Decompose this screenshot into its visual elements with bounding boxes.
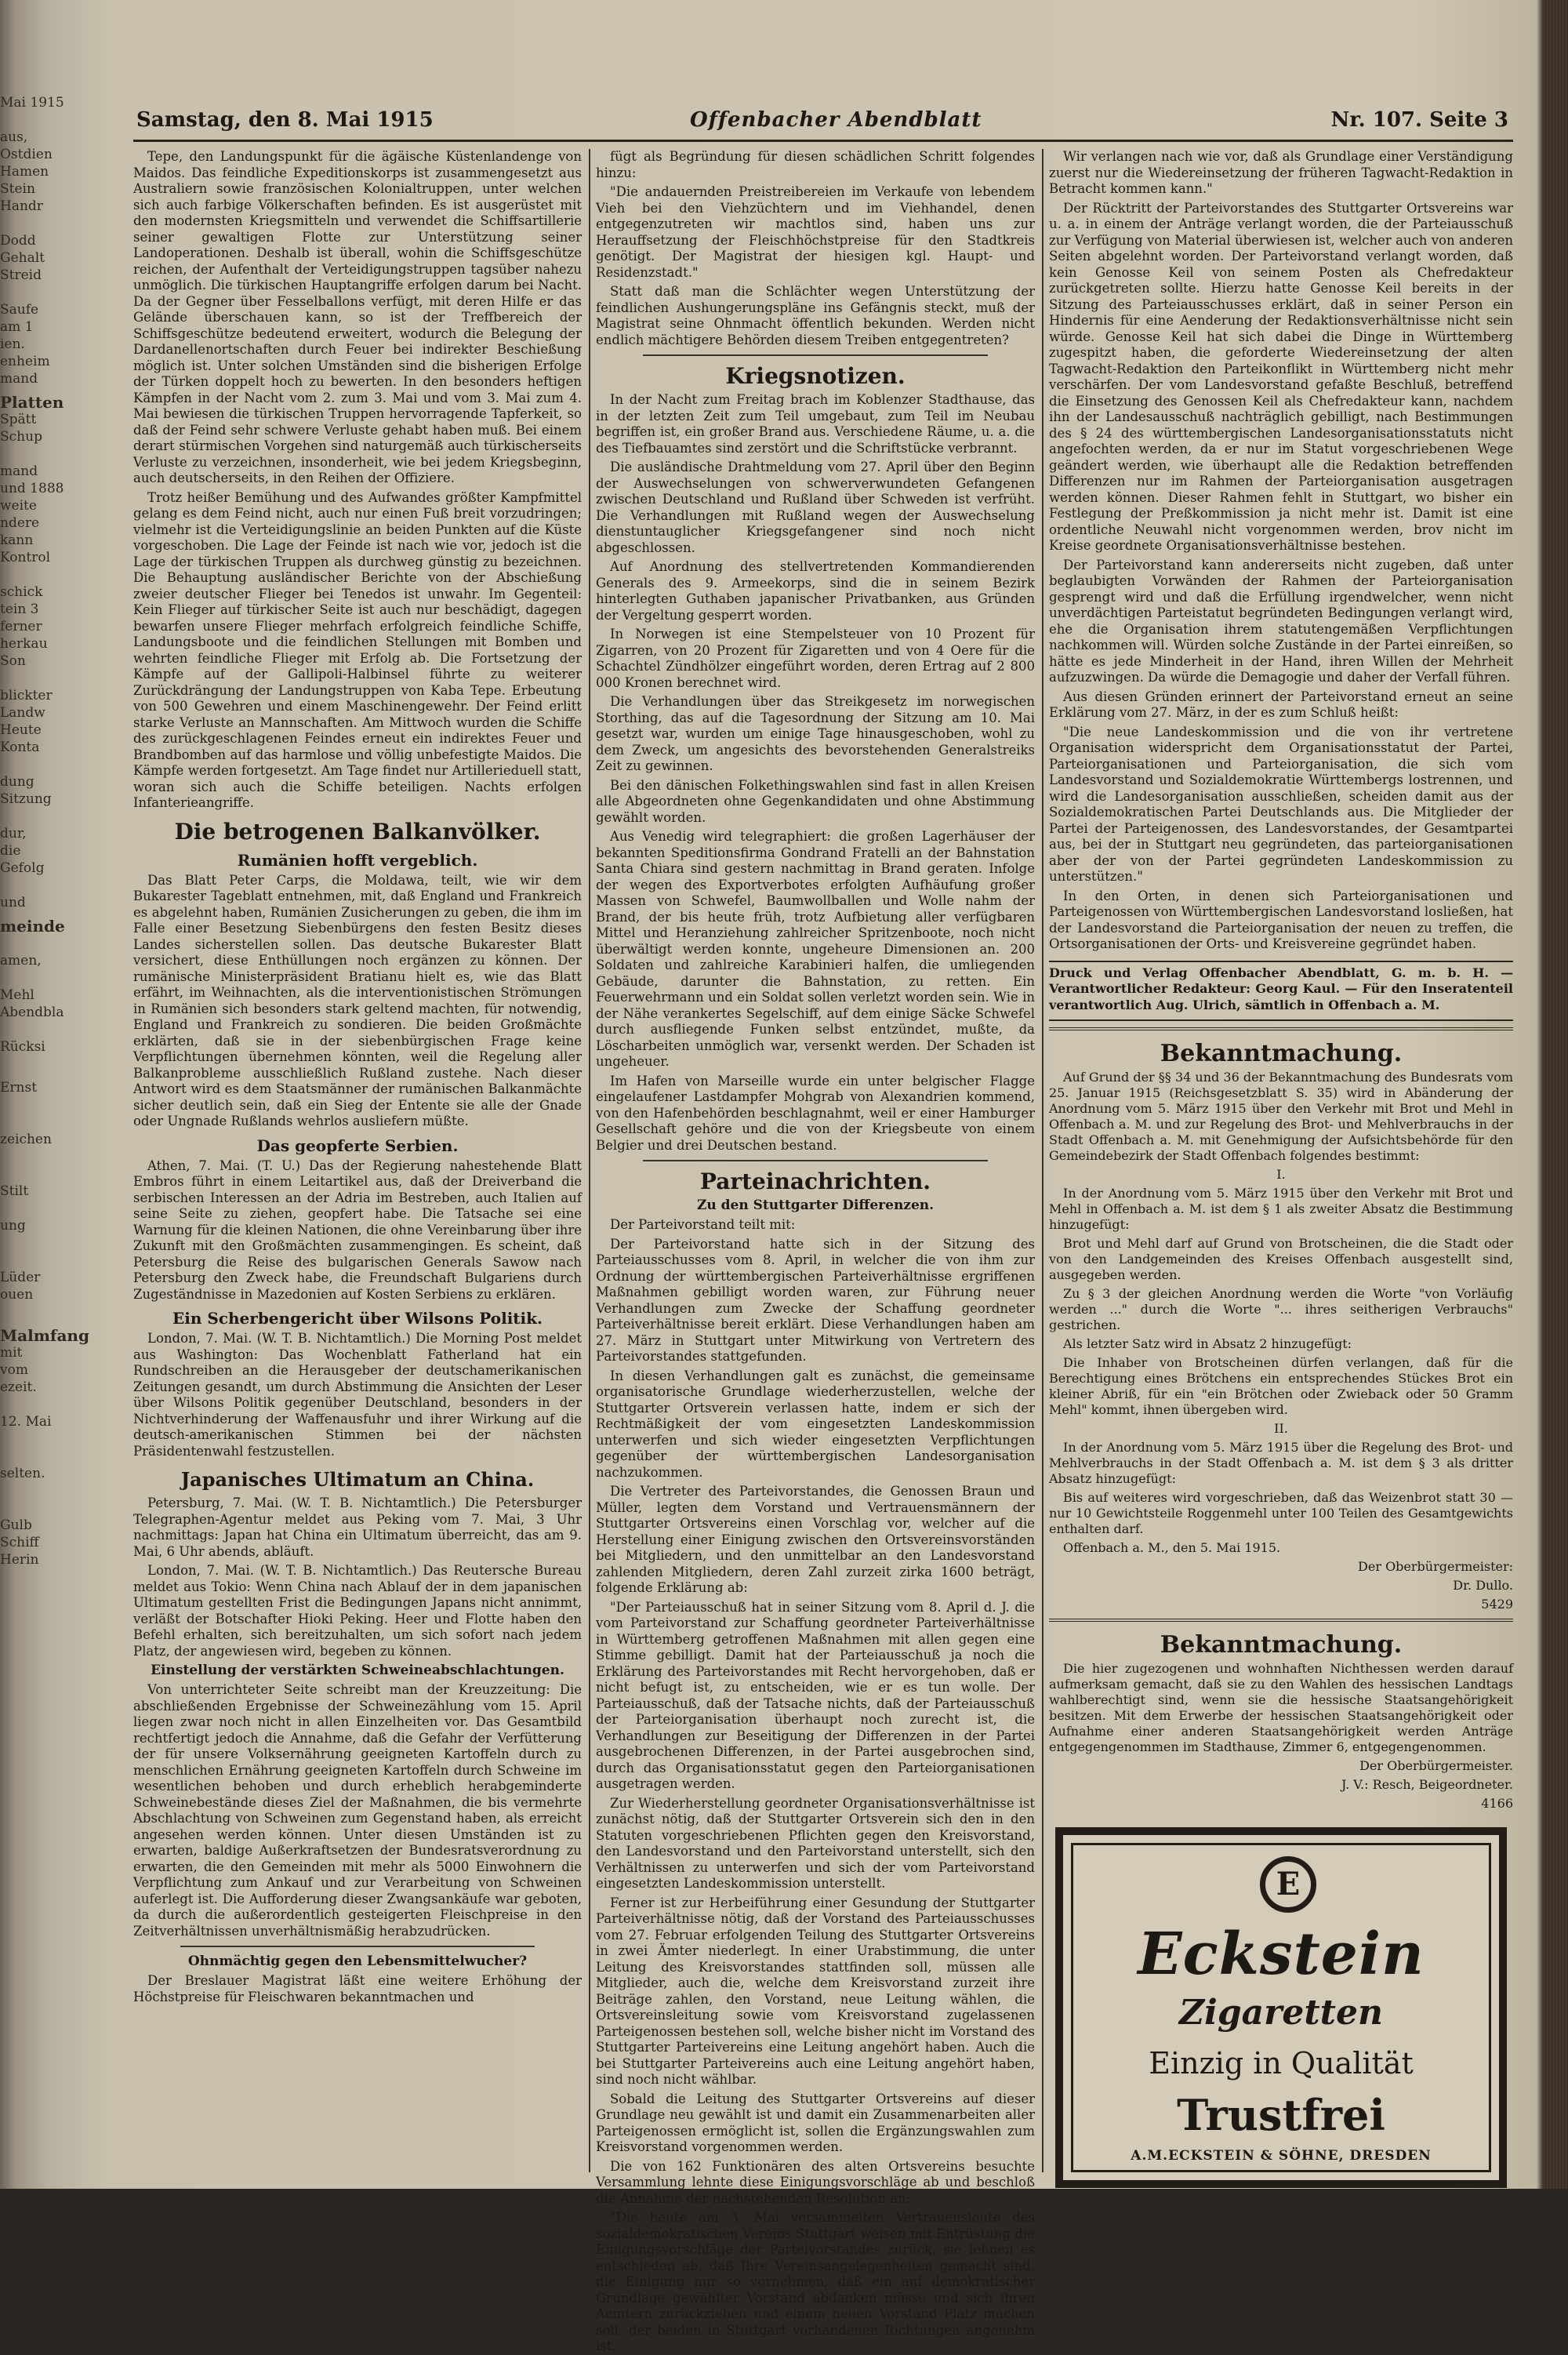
paragraph: Der Rücktritt der Parteivorstandes des Stuttgarter Ortsvereins war u. a. in einem der Anträge verlangt worden, die der Parteiausschuß zur Verfügung von Material überwiesen ist, welcher auch von anderen Seiten abgelehnt worden. Der Parteivorstand verlangt worden, daß kein Genosse Keil von seinem Posten als Chefredakteur zurückgetreten sollte. Hierzu hatte Genosse Keil bereits in der Sitzung des Parteiausschusses erklärt, daß in seiner Person ein Hindernis für eine Aenderung der Redaktionsverhältnisse nicht sein würde. Genosse Keil hat sich dabei die Dinge in Württemberg zugespitzt haben, die geforderte Wiedereinsetzung der alten Tagwacht-Redaktion den Parteikonflikt in Württemberg nicht mehr verschärfen. Der vom Landesvorstand gefaßte Beschluß, betreffend die Einsetzung des Genossen Keil als Chefredakteur kann, nachdem ihn der Landesausschuß nachträglich gebilligt, nach Bestimmungen des § 24 des württembergischen Landesorganisationsstatuts nicht angefochten werden, da er nur im Statut vorgeschriebenen Wege geändert werden, wie überhaupt alle die Redaktion betreffenden Differenzen nur im Rahmen der Parteiorganisation ausgetragen werden können. Dieser Rahmen fehlt in Stuttgart, wo bisher ein Festlegung der Preßkommission ja nicht mehr ist. Damit ist eine ordentliche Neuwahl nicht vorgenommen werden, brov nicht im Kreise geordnete Organisationsverhältnisse bestehen. bbox=[1049, 200, 1513, 553]
article-china bbox=[133, 1495, 582, 1659]
notice-number: 4166 bbox=[1481, 1796, 1513, 1811]
paragraph: Die Inhaber von Brotscheinen dürfen verlangen, daß für die Berechtigung eines Brötchens ein entsprechendes Stückes Brot ein kleiner Abriß, für ein "ein Brötchen oder Zwieback oder 50 Gramm Mehl" kommt, ihnen übergeben wird. bbox=[1049, 1355, 1513, 1417]
subheadline-rumaenien: Rumänien hofft vergeblich. bbox=[237, 850, 478, 870]
previous-page-fragment: Hamen bbox=[0, 164, 49, 180]
column-rule bbox=[589, 149, 590, 2172]
ad-brand: Eckstein bbox=[1138, 1921, 1425, 1988]
previous-page-fragment: dur, bbox=[0, 826, 27, 841]
previous-page-fragment: Dodd bbox=[0, 233, 36, 249]
paragraph: I. bbox=[1276, 1167, 1286, 1182]
ad-product: Zigaretten bbox=[1179, 1993, 1383, 2033]
notice-title: Bekanntmachung. bbox=[1160, 1040, 1403, 1067]
paragraph: Statt daß man die Schlächter wegen Unterstützung der feindlichen Aushungerungspläne ins Gefängnis steckt, muß der Magistrat seine Ohnmacht öffentlich bekunden. Werden nicht endlich mächtigere Behörden diesem Treiben entgegentreten? bbox=[596, 284, 1035, 347]
newspaper-title: Offenbacher Abendblatt bbox=[690, 108, 982, 132]
column-2 bbox=[596, 149, 1035, 2353]
previous-page-fragment: zeichen bbox=[0, 1132, 52, 1147]
paragraph: Bis auf weiteres wird vorgeschrieben, daß das Weizenbrot statt 30 — nur 10 Gewichtsteile Roggenmehl unter 100 Teilen des Gesamtgewichts enthalten darf. bbox=[1049, 1490, 1513, 1536]
previous-page-fragment: tein 3 bbox=[0, 601, 39, 617]
paragraph: Die Verhandlungen über das Streikgesetz im norwegischen Storthing, das auf die Tagesordnung der Sitzung am 10. Mai gesetzt war, wurden um einige Tage hinausgeschoben, wohl zu dem Zweck, um angesichts des bevorstehenden Generalstreiks Zeit zu gewinnen. bbox=[596, 694, 1035, 773]
paragraph: Sobald die Leitung des Stuttgarter Ortsvereins auf dieser Grundlage neu gewählt ist und damit ein Zusammenarbeiten aller Parteigenossen ermöglicht ist, sollen die Ergänzungswahlen zum Kreisvorstand vorgenommen werden. bbox=[596, 2091, 1035, 2154]
paragraph: Brot und Mehl darf auf Grund von Brotscheinen, die die Stadt oder von den Landgemeinden des Kreises Offenbach ausgestellt sind, ausgegeben werden. bbox=[1049, 1236, 1513, 1282]
previous-page-fragment: Handr bbox=[0, 198, 43, 214]
previous-page-fragment: und bbox=[0, 895, 26, 910]
previous-page-fragment bbox=[0, 1114, 50, 1131]
previous-page-fragment: mit bbox=[0, 1345, 23, 1361]
article-divider bbox=[180, 1946, 535, 1947]
previous-page-fragment: selten. bbox=[0, 1466, 45, 1481]
previous-page-fragment: dung bbox=[0, 774, 34, 790]
column-rule bbox=[1042, 149, 1044, 2172]
previous-page-fragment: Herin bbox=[0, 1552, 39, 1568]
previous-page-fragment: Konta bbox=[0, 740, 40, 755]
paragraph: In der Anordnung vom 5. März 1915 über den Verkehr mit Brot und Mehl in Offenbach a. M. ist dem § 1 als zweiter Absatz die Bestimmung hinzugefügt: bbox=[1049, 1186, 1513, 1232]
previous-page-fragment: Rücksi bbox=[0, 1039, 45, 1055]
paragraph: Athen, 7. Mai. (T. U.) Das der Regierung nahestehende Blatt Embros führt in einem Leitartikel aus, daß der Dreiverband die serbischen Interessen an der Adria im Bestreben, auch Italien auf seine Seite zu ziehen, geopfert habe. Die Tatsache sei eine Warnung für die kleinen Nationen, die ohne Vereinbarung über ihre Zukunft mit den Großmächten zusammengingen. Es scheint, daß Petersburg die Reise des bulgarischen Generals Sawow nach Petersburg den Zweck habe, die Freundschaft Bulgariens durch Zugeständnisse in Mazedonien auf Kosten Serbiens zu erklären. bbox=[133, 1158, 582, 1302]
previous-page-fragment bbox=[0, 284, 50, 301]
previous-page-fragment: weite bbox=[0, 498, 37, 514]
previous-page-fragment: Spätt bbox=[0, 412, 37, 427]
previous-page-fragment: Schiff bbox=[0, 1535, 39, 1550]
previous-page-fragment: mand bbox=[0, 371, 38, 387]
paragraph: Die ausländische Drahtmeldung vom 27. April über den Beginn der Auswechselungen von schwerverwundeten Gefangenen zwischen Deutschland und Rußland über Schweden ist verfrüht. Die Verhandlungen mit Rußland wegen der Auswechselung dienstuntauglicher Kriegsgefangener sind noch nicht abgeschlossen. bbox=[596, 460, 1035, 555]
paragraph: Trotz heißer Bemühung und des Aufwandes größter Kampfmittel gelang es dem Feind nicht, auch nur einen Fuß breit vorzudringen; vielmehr ist die Verteidigungslinie an beiden Punkten auf die Küste vorgeschoben. Die Lage der Feinde ist nach wie vor, jedoch ist die Lage der türkischen Truppen als durchweg günstig zu bezeichnen. Die Behauptung ausländischer Berichte von der Abschießung zweier deutscher Flieger bei Tenedos ist unwahr. Im Gegenteil: Kein Flieger auf türkischer Seite ist auch nur beschädigt, dagegen bewarfen unsere Flieger mehrfach erfolgreich feindliche Schiffe, Landungsboote und die feindlichen Stellungen mit Bomben und wehrten feindliche Flieger mit Erfolg ab. Die Fortsetzung der Kämpfe auf der Gallipoli-Halbinsel führte zu weiterer Zurückdrängung der Landungstruppen von Kaba Tepe. Erbeutung von 500 Gewehren und einem Maschinengewehr. Der Feind erlitt starke Verluste an Mannschaften. Am Mittwoch wurden die Schiffe des zurückgeschlagenen Feindes erneut ein indirektes Feuer und Brandbomben auf das harmlose und völlig unbefestigte Maidos. Die Kämpfe werden fortgesetzt. Am Tage findet nur Artillerieduell statt, woran sich auch die Schiffe beteiligen. Nachts erfolgen Infanterieangriffe. bbox=[133, 489, 582, 810]
previous-page-fragment bbox=[0, 1200, 50, 1217]
previous-page-fragment: amen, bbox=[0, 953, 42, 969]
issue-date: Samstag, den 8. Mai 1915 bbox=[136, 108, 434, 132]
subheadline-serbien: Das geopferte Serbien. bbox=[256, 1136, 459, 1155]
headline-balkan: Die betrogenen Balkanvölker. bbox=[174, 818, 541, 845]
previous-page-fragment: ung bbox=[0, 1218, 26, 1234]
paragraph: Offenbach a. M., den 5. Mai 1915. bbox=[1063, 1540, 1281, 1555]
column-1 bbox=[133, 149, 582, 2172]
paragraph: Aus diesen Gründen erinnert der Parteivorstand erneut an seine Erklärung vom 27. März, in der es zum Schluß heißt: bbox=[1049, 689, 1513, 720]
notice-number: 5429 bbox=[1481, 1597, 1513, 1612]
eckstein-logo-icon bbox=[1260, 1856, 1316, 1913]
previous-page-fragment: vom bbox=[0, 1362, 28, 1378]
headline-schweine: Einstellung der verstärkten Schweineabschlachtungen. bbox=[151, 1663, 564, 1678]
paragraph: Der Parteivorstand teilt mit: bbox=[610, 1217, 796, 1232]
notice-body bbox=[1049, 1661, 1513, 1755]
paragraph: Tepe, den Landungspunkt für die ägäische Küstenlandenge von Maidos. Das feindliche Expeditionskorps ist zusammengesetzt aus Australiern sowie französischen Kolonialtruppen, unter welchen sich auch farbige Völkerschaften befinden. Es ist ausgerüstet mit den modernsten Kriegsmitteln und verwendet die Schiffsartillerie seiner gewaltigen Flotte zur Unterstützung seiner Landoperationen. Deshalb ist überall, wohin die Schiffsgeschütze reichen, der Aufenthalt der Verteidigungstruppen tagsüber nahezu unmöglich. Die türkischen Hauptangriffe erfolgen darum bei Nacht. Da der Gegner über Fesselballons verfügt, mit deren Hilfe er das Gelände überschauen kann, so ist der Treffbereich der Schiffsgeschütze bedeutend erweitert, wodurch die Belegung der Dardanellenortschaften durch Feuer bei indirekter Beschießung möglich ist. Unter solchen Umständen sind die bisherigen Erfolge der Türken doppelt hoch zu bewerten. In den besonders heftigen Kämpfen in der Nacht vom 2. zum 3. Mai und vom 3. Mai zum 4. Mai bewiesen die türkischen Truppen hervorragende Tapferkeit, so daß der Feind sehr schwere Verluste gehabt haben muß. Bei einem derart stürmischen Vorgehen sind naturgemäß auch türkischerseits Verluste zu verzeichnen, insonderheit, wie bei jedem Kriegsbeginn, auch deutscherseits, in den Reihen der Offiziere. bbox=[133, 149, 582, 485]
paragraph: Als letzter Satz wird in Absatz 2 hinzugefügt: bbox=[1063, 1336, 1352, 1351]
subheadline-stuttgart: Zu den Stuttgarter Differenzen. bbox=[696, 1197, 935, 1213]
previous-page-fragment: schick bbox=[0, 584, 43, 600]
previous-page-fragment: Mehl bbox=[0, 987, 34, 1003]
previous-page-fragment: Stilt bbox=[0, 1183, 29, 1199]
paragraph: In den Orten, in denen sich Parteiorganisationen und Parteigenossen von Württembergischen Landesvorstand losließen, hat der Landesvorstand die Parteiorganisation der neuen zu treffen, die Ortsorganisationen der Orts- und Kreisvereine gegründet haben. bbox=[1049, 888, 1513, 951]
logo-letter: E bbox=[1276, 1866, 1301, 1903]
previous-page-fragment bbox=[0, 935, 50, 952]
paragraph: In diesen Verhandlungen galt es zunächst, die gemeinsame organisatorische Grundlage wiederherzustellen, welche der Stuttgarter Ortsverein verlassen hatte, indem er sich der Rechtmäßigkeit der vom eingesetzten Landeskommission unterwerfen und sich wieder eingesetzten Verpflichtungen gegenüber der württembergischen Landesorganisation nachzukommen. bbox=[596, 1368, 1035, 1480]
paragraph: Das Blatt Peter Carps, die Moldawa, teilt, wie wir dem Bukarester Tageblatt entnehmen, mit, daß England und Frankreich es abgelehnt haben, Rumänien Zusicherungen zu geben, die ihm im Falle einer Besetzung Siebenbürgens den festen Besitz dieses Landes sicherstellen sollen. Das deutsche Bukarester Blatt versichert, diese Enthüllungen noch ergänzen zu können. Der rumänische Ministerpräsident Bratianu hielt es, wie das Blatt erfährt, im Weihnachten, als die interventionistischen Strömungen in Rumänien sich besonders stark geltend machten, für notwendig, England und Frankreich zu sondieren. Die beiden Großmächte erklärten, daß sie in der siebenbürgischen Frage keine Verpflichtungen übernehmen könnten, weil die Regelung aller Balkanprobleme ausschließlich Rußland zustehe. Nach dieser Antwort wird es dem Staatsmänner der rumänischen Balkanmächte sicher deutlich sein, daß ein Sieg der Entente sie alle der Gnade oder Ungnade Rußlands wehrlos ausliefern müßte. bbox=[133, 872, 582, 1128]
notice-office: Der Oberbürgermeister: bbox=[1358, 1559, 1513, 1574]
notice-wahlen bbox=[1049, 1619, 1513, 1812]
paragraph: Zur Wiederherstellung geordneter Organisationsverhältnisse ist zunächst nötig, daß der Stuttgarter Ortsverein sich den in den Statuten vorgeschriebenen Pflichten gegen den Kreisvorstand, den Landesvorstand und den Parteivorstand unterstellt, sich den Verhältnissen zu unterwerfen und sich der vom Parteivorstand eingesetzten Landeskommission unterstellt. bbox=[596, 1795, 1035, 1891]
previous-page-fragment: Platten bbox=[0, 393, 64, 412]
previous-page-fragment: Malmfang bbox=[0, 1326, 89, 1345]
notice-body bbox=[1049, 1070, 1513, 1556]
previous-page-fragment: mand bbox=[0, 463, 38, 479]
previous-page-fragment: herkau bbox=[0, 636, 48, 652]
paragraph: "Die neue Landeskommission und die von ihr vertretene Organisation widerspricht dem Organisationsstatut der Partei, Parteiorganisationen und Parteiorganisation, die sich vom Landesvorstand und Sozialdemokratie Württembergs lostrennen, und wird die Landesorganisation ausschließen, scheiden damit aus der Sozialdemokratischen Partei Deutschlands aus. Die Mitglieder der Partei der Parteigenossen, des Landesvorstandes, der Gesamtpartei aus, bei der in Stuttgart neu gegründeten, das parteiorganisationen aber der von der Partei gegründeten Landeskommission zu unterstützen." bbox=[1049, 724, 1513, 884]
previous-page-fragment bbox=[0, 1096, 50, 1114]
paragraph: Die von 162 Funktionären des alten Ortsvereins besuchte Versammlung lehnte diese Einigungsvorschläge ab und beschloß die Annahme der nachstehenden Resolution an: bbox=[596, 2158, 1035, 2206]
headline-wilson: Ein Scherbengericht über Wilsons Politik. bbox=[172, 1309, 543, 1328]
article-rumaenien bbox=[133, 873, 582, 1130]
previous-page-fragment: Landw bbox=[0, 705, 45, 721]
headline-kriegsnotizen: Kriegsnotizen. bbox=[725, 363, 906, 389]
previous-page-fragment: ezeit. bbox=[0, 1379, 37, 1395]
previous-page-fragment: Gefolg bbox=[0, 860, 45, 876]
paragraph: Ferner ist zur Herbeiführung einer Gesundung der Stuttgarter Parteiverhältnisse nötig, daß der Vorstand des Parteiausschusses vom 27. Februar erfolgenden Teilung des Stuttgarter Ortsvereins in zwei Ämter niederlegt. In einer Urabstimmung, die unter Leitung des Kreisvorstandes stattfinden soll, müssen alle Mitglieder, auch die, welche dem Kreisvorstand zurzeit ihre Beiträge zahlen, den Vorstand, neue Leitung wählen, die Ortsvereinsleitung sowie vom Kreisvorstand zugelassenen Parteigenossen bestehen soll, welche bisher nicht im Vorstand des Stuttgarter Parteivereins eine Leitung angehört haben. Auch die bei Stuttgarter Parteivereins auch eine Leitung angehört haben, sind noch nicht wählbar. bbox=[596, 1895, 1035, 2087]
previous-page-fragment: Stein bbox=[0, 181, 35, 197]
previous-page-edge bbox=[0, 94, 89, 2180]
previous-page-fragment bbox=[0, 1021, 50, 1038]
paragraph: Die hier zugezogenen und wohnhaften Nichthessen werden darauf aufmerksam gemacht, daß sie zu den Wahlen des hessischen Landtags wahlberechtigt sind, wenn sie die hessische Staatsangehörigkeit besitzen. Mit dem Erwerbe der hessischen Staatsangehörigkeit oder Aufnahme einer anderen Staatsangehörigkeit werden Anträge entgegengenommen im Stadthause, Zimmer 6, entgegengenommen. bbox=[1049, 1661, 1513, 1754]
paragraph: Der Parteivorstand kann andererseits nicht zugeben, daß unter beglaubigten Vorwänden der Rahmen der Parteiorganisation gesprengt wird und daß die Erfüllung irgendwelcher, wenn nicht unverdächtigen Parteistatut begründeten Bedingungen verlangt wird, ehe die Organisation ihrem statutengemäßen Verpflichtungen nachkommen will. Würden solche Zustände in der Partei einreißen, so hätte es jede Minderheit in der Hand, ihren Willen der Mehrheit aufzuzwingen. Da würde die Demagogie und daher der Verfall führen. bbox=[1049, 557, 1513, 685]
article-schweine bbox=[133, 1682, 582, 1939]
column-3 bbox=[1049, 149, 1513, 2172]
previous-page-fragment: Son bbox=[0, 653, 26, 669]
paragraph: In der Anordnung vom 5. März 1915 über die Regelung des Brot- und Mehlverbrauchs in der Stadt Offenbach a. M. ist dem § 3 als dritter Absatz hinzugefügt: bbox=[1049, 1440, 1513, 1486]
paragraph: Der Parteivorstand hatte sich in der Sitzung des Parteiausschusses vom 8. April, in welcher die von ihm zur Ordnung der württembergischen Parteiverhältnisse ergriffenen Maßnahmen gebilligt worden waren, zur Führung neuer Verhandlungen zum Zwecke der Schaffung geordneter Parteiverhältnisse bereit erklärt. Diese Verhandlungen haben am 27. März in Stuttgart unter Mitwirkung von Vertretern des Parteivorstandes stattgefunden. bbox=[596, 1236, 1035, 1364]
previous-page-fragment: aus, bbox=[0, 129, 28, 145]
headline-parteinachrichten: Parteinachrichten. bbox=[699, 1168, 931, 1194]
previous-page-fragment: am 1 bbox=[0, 319, 34, 335]
headline-wucher: Ohnmächtig gegen den Lebensmittelwucher? bbox=[187, 1953, 528, 1969]
paragraph: "Die andauernden Preistreibereien im Verkaufe von lebendem Vieh bei den Viehzüchtern und im Viehhandel, denen entgegenzutreten wir machtlos sind, haben uns zur Herauffsetzung der Fleischhöchstpreise für den Stadtkreis genötigt. Der Magistrat der hiesigen kgl. Haupt- und Residenzstadt." bbox=[596, 184, 1035, 280]
imprint bbox=[1049, 961, 1513, 1022]
previous-page-fragment: Heute bbox=[0, 722, 42, 738]
previous-page-fragment bbox=[0, 1062, 50, 1079]
paragraph: Von unterrichteter Seite schreibt man der Kreuzzeitung: Die abschließenden Ergebnisse der Schweinezählung vom 15. April liegen zwar noch nicht in allen Einzelheiten vor. Das Gesamtbild rechtfertigt jedoch die Annahme, daß die Gefahr der Verfütterung der für unsere Volksernährung geeigneten Kartoffeln durch zu menschlichen Ernährung geeigneten Kartoffeln durch Schweine im wesentlichen behoben und durch erheblich herabgeminderte Schweinebestände dieses Ziel der Maßnahmen, die bis vermehrte Abschlachtung von Schweinen zum Gegenstand haben, als erreicht angesehen werden können. Unter diesen Umständen ist zu erwarten, baldige Außerkraftsetzen der Bundesratsverordnung zu erwarten, die den Gemeinden mit mehr als 5000 Einwohnern die Verpflichtung zum Ankauf und zur Verarbeitung von Schweinen auferlegt ist. Die Aufforderung dieser Zwangsankäufe war geboten, da durch die außerordentlich gesteigerten Fleischpreise in den Zeitverhältnissen unverhältnismäßig herabzudrücken. bbox=[133, 1682, 582, 1939]
previous-page-fragment bbox=[0, 1303, 50, 1321]
article-divider bbox=[643, 354, 988, 356]
previous-page-fragment: Mai 1915 bbox=[0, 95, 64, 111]
previous-page-fragment: Gulb bbox=[0, 1517, 32, 1533]
paragraph: Der Breslauer Magistrat läßt eine weitere Erhöhung der Höchstpreise für Fleischwaren bekanntmachen und bbox=[133, 1973, 582, 2004]
article-wucher-cont bbox=[596, 149, 1035, 348]
headline-china: Japanisches Ultimatum an China. bbox=[180, 1468, 535, 1491]
previous-page-fragment: ien. bbox=[0, 336, 25, 352]
previous-page-fragment: ferner bbox=[0, 619, 42, 634]
article-dardanellen bbox=[133, 149, 582, 812]
previous-page-fragment: und 1888 bbox=[0, 481, 64, 496]
previous-page-fragment: ndere bbox=[0, 515, 40, 531]
ad-manufacturer: A.M.ECKSTEIN & SÖHNE, DRESDEN bbox=[1131, 2148, 1432, 2164]
article-wucher bbox=[133, 1973, 582, 2005]
ad-frame bbox=[1071, 1843, 1491, 2172]
paragraph: Auf Anordnung des stellvertretenden Kommandierenden Generals des 9. Armeekorps, sind die in seinem Bezirk hinterlegten Guthaben japanischer Privatbanken, aus Gründen der Vergeltung gesperrt worden. bbox=[596, 559, 1035, 623]
previous-page-fragment: blickter bbox=[0, 688, 53, 703]
previous-page-fragment bbox=[0, 1234, 50, 1252]
previous-page-fragment bbox=[0, 877, 50, 894]
newspaper-page bbox=[133, 105, 1513, 2353]
previous-page-fragment bbox=[0, 566, 50, 583]
notice-title: Bekanntmachung. bbox=[1160, 1631, 1403, 1659]
paragraph: II. bbox=[1274, 1421, 1288, 1436]
previous-page-fragment bbox=[0, 1252, 50, 1269]
paragraph: Druck und Verlag Offenbacher Abendblatt, G. m. b. H. — Verantwortlicher Redakteur: Georg Kaul. — Für den Inseratenteil verantwortlich Aug. Ulrich, sämtlich in Offenbach a. M. bbox=[1049, 965, 1513, 1012]
previous-page-fragment: Ernst bbox=[0, 1080, 38, 1096]
previous-page-fragment bbox=[0, 670, 50, 687]
book-binding-edge bbox=[1543, 0, 1568, 2189]
ad-slogan: Einzig in Qualität bbox=[1149, 2046, 1414, 2081]
notice-brot bbox=[1049, 1027, 1513, 1612]
previous-page-fragment bbox=[0, 215, 50, 232]
paragraph: "Die heute am 3. Mai versammelten Vertrauensleute des sozialdemokratischen Vereins Stuttgart weisen mit Entrüstung die Einigungsvorschläge der Parteivorstandes zurück, sie lehnen es entschieden ab, daß Ihre Vereinsangelegenheiten gemacht sind, die Einigung nur so vornehmen, daß ein auf demokratischer Grundlage gewählter Vorstand abdanken müsse und sich ihren Aemtern zurückziehen und einem neuen Vorstand Platz machen soll, der beiden in Stuttgart vorhandenen Richtungen angenehm ist. bbox=[596, 2210, 1035, 2353]
previous-page-fragment: enheim bbox=[0, 354, 50, 369]
article-serbien bbox=[133, 1158, 582, 1303]
previous-page-fragment: Sitzung bbox=[0, 791, 52, 807]
ad-trustfrei: Trustfrei bbox=[1177, 2090, 1385, 2140]
previous-page-fragment bbox=[0, 1482, 50, 1499]
notice-signature: J. V.: Resch, Beigeordneter. bbox=[1341, 1777, 1513, 1792]
paragraph: "Der Parteiausschuß hat in seiner Sitzung vom 8. April d. J. die vom Parteivorstand zur Schaffung geordneter Parteiverhältnisse in Württemberg getroffenen Maßnahmen mit allen gegen eine Stimme gebilligt. Damit hat der Parteiausschuß ja noch die Erklärung des Parteivorstandes mit Recht hervorgehoben, daß er nicht befugt ist, zu entscheiden, wie er es tun wolle. Der Parteiausschuß, daß der Tatsache nichts, daß der Parteiausschuß der Parteiorganisation überhaupt noch zurecht ist, die Verhandlungen zur Beseitigung der Differenzen in der Partei ausgebrochenen Differenzen, in der Partei ausgebrochen sind, durch das Organisationsstatut gegen den Parteiorganisationen ausgetragen werden. bbox=[596, 1599, 1035, 1791]
notice-office: Der Oberbürgermeister. bbox=[1359, 1758, 1513, 1773]
previous-page-fragment: Abendbla bbox=[0, 1005, 64, 1020]
previous-page-fragment: Gehalt bbox=[0, 250, 45, 266]
previous-page-fragment: Kontrol bbox=[0, 550, 51, 565]
previous-page-fragment: kann bbox=[0, 532, 34, 548]
paragraph: Petersburg, 7. Mai. (W. T. B. Nichtamtlich.) Die Petersburger Telegraphen-Agentur meldet aus Peking vom 7. Mai, 3 Uhr nachmittags: Japan hat China ein Ultimatum überreicht, das am 9. Mai, 6 Uhr abends, abläuft. bbox=[133, 1495, 582, 1559]
previous-page-fragment bbox=[0, 756, 50, 773]
previous-page-fragment bbox=[0, 1396, 50, 1413]
previous-page-fragment: Lüder bbox=[0, 1270, 41, 1285]
paragraph: London, 7. Mai. (W. T. B. Nichtamtlich.) Das Reutersche Bureau meldet aus Tokio: Wenn China nach Ablauf der in dem japanischen Ultimatum gestellten Frist die Bedingungen Japans nicht annimmt, verläßt der Botschafter Hioki Peking. Heer und Flotte haben den Befehl erhalten, sich bereitzuhalten, um sich sofort nach jedem Platz, der angewiesen wird, begeben zu können. bbox=[133, 1563, 582, 1659]
previous-page-fragment bbox=[0, 969, 50, 987]
article-stuttgart bbox=[596, 1217, 1035, 2355]
previous-page-fragment bbox=[0, 1499, 50, 1517]
paragraph: Aus Venedig wird telegraphiert: die großen Lagerhäuser der bekannten Speditionsfirma Gondrand Fratelli an der Bahnstation Santa Chiara sind gestern nachmittag in Brand geraten. Infolge der wegen des Exportverbotes erfolgten Aufhäufung großer Massen von Schwefel, Baumwollballen und Wolle nahm der Brand, der bis heute früh, trotz Aufbietung aller verfügbaren Mittel und Heranziehung zahlreicher Spritzenboote, noch nicht überwältigt werden konnte, ungeheure Dimensionen an. 200 Soldaten und zahlreiche Karabinieri halfen, die umliegenden Gebäude, darunter die Bahnstation, zu retten. Ein Feuerwehrmann und ein Soldat sollen verletzt worden sein. Wie in der Nähe verankertes Segelschiff, auf dem einige Säcke Schwefel durch ausfliegende Funken selbst entzündet, mußte, da Löscharbeiten unmöglich war, versenkt werden. Der Schaden ist ungeheuer. bbox=[596, 829, 1035, 1069]
previous-page-fragment: Streid bbox=[0, 267, 42, 283]
previous-page-fragment: Saufe bbox=[0, 302, 39, 318]
previous-page-fragment bbox=[0, 1430, 50, 1448]
previous-page-fragment bbox=[0, 1165, 50, 1183]
previous-page-fragment bbox=[0, 808, 50, 825]
paragraph: Auf Grund der §§ 34 und 36 der Bekanntmachung des Bundesrats vom 25. Januar 1915 (Reichsgesetzblatt S. 35) wird in Abänderung der Anordnung vom 5. März 1915 über den Verkehr mit Brot und Mehl in Offenbach a. M. und zur Regelung des Brot- und Mehlverbrauchs in der Stadt Offenbach a. M. mit Genehmigung der Aufsichtsbehörde für den Gemeindebezirk der Stadt Offenbach folgendes bestimmt: bbox=[1049, 1070, 1513, 1163]
issue-number: Nr. 107. Seite 3 bbox=[1330, 108, 1508, 132]
eckstein-advertisement bbox=[1055, 1827, 1507, 2188]
previous-page-fragment: ouen bbox=[0, 1287, 34, 1303]
paragraph: In Norwegen ist eine Stempelsteuer von 10 Prozent für Zigarren, von 20 Prozent für Zigaretten und von 4 Oere für die Schachtel Zündhölzer eingeführt worden, deren Ertrag auf 2 800 000 Kronen berechnet wird. bbox=[596, 627, 1035, 690]
article-stuttgart-cont bbox=[1049, 149, 1513, 953]
article-wilson bbox=[133, 1331, 582, 1459]
article-kriegsnotizen bbox=[596, 392, 1035, 1154]
paragraph: In der Nacht zum Freitag brach im Koblenzer Stadthause, das in der letzten Zeit zum Teil umgebaut, zum Teil im Neubau begriffen ist, ein großer Brand aus. Verschiedene Räume, u. a. die des Tiefbauamtes sind zerstört und die Schriftstücke verbrannt. bbox=[596, 392, 1035, 456]
previous-page-fragment: Schup bbox=[0, 429, 42, 445]
notice-signature: Dr. Dullo. bbox=[1453, 1578, 1513, 1593]
paragraph: fügt als Begründung für diesen schädlichen Schritt folgendes hinzu: bbox=[596, 149, 1035, 180]
article-divider bbox=[643, 1160, 988, 1161]
masthead bbox=[133, 105, 1513, 142]
previous-page-fragment: Ostdien bbox=[0, 147, 53, 162]
previous-page-fragment: 12. Mai bbox=[0, 1414, 52, 1430]
previous-page-fragment bbox=[0, 1148, 50, 1165]
previous-page-fragment: meinde bbox=[0, 917, 65, 936]
paragraph: Zu § 3 der gleichen Anordnung werden die Worte "von Vorläufig werden ..." durch die Worte "... ihres seitherigen Verbrauchs" gestrichen. bbox=[1049, 1286, 1513, 1332]
previous-page-fragment: die bbox=[0, 843, 21, 859]
paragraph: Wir verlangen nach wie vor, daß als Grundlage einer Verständigung zuerst nur die Wiedereinsetzung der früheren Tagwacht-Redaktion in Betracht kommen kann." bbox=[1049, 149, 1513, 196]
paragraph: Bei den dänischen Folkethingswahlen sind fast in allen Kreisen alle Abgeordneten ohne Gegenkandidaten und ohne Abstimmung gewählt worden. bbox=[596, 777, 1035, 825]
paragraph: London, 7. Mai. (W. T. B. Nichtamtlich.) Die Morning Post meldet aus Washington: Das Wochenblatt Fatherland hat ein Rundschreiben an die Herausgeber der deutschamerikanischen Zeitungen gesandt, um durch Abstimmung die Ansichten der Leser über Wilsons Politik gegenüber Deutschland, besonders in der Nichtverhinderung der Waffenausfuhr und ihrer Wirkung auf die deutsch-amerikanischen Stimmen bei der nächsten Präsidentenwahl festzustellen. bbox=[133, 1331, 582, 1459]
paragraph: Die Vertreter des Parteivorstandes, die Genossen Braun und Müller, legten dem Vorstand und Vertrauensmännern der Stuttgarter Ortsvereins einen Vorschlag vor, welcher auf die Herstellung einer Einigung zwischen den Ortsvereinsvorständen bei Mitgliedern, und den unmittelbar an den Landesvorstand zahlenden Mitgliedern, deren Zahl zurzeit zirka 1600 beträgt, folgende Erklärung ab: bbox=[596, 1484, 1035, 1595]
previous-page-fragment bbox=[0, 445, 50, 463]
previous-page-fragment bbox=[0, 1448, 50, 1465]
previous-page-fragment bbox=[0, 111, 50, 129]
paragraph: Im Hafen von Marseille wurde ein unter belgischer Flagge eingelaufener Lastdampfer Mohgrab von Alexandrien kommend, von den Hafenbehörden beschlagnahmt, weil er einer Hamburger Gesellschaft gehöre und die von der Kriegsbeute von einem Belgier und drei Deutschen bestand. bbox=[596, 1073, 1035, 1153]
